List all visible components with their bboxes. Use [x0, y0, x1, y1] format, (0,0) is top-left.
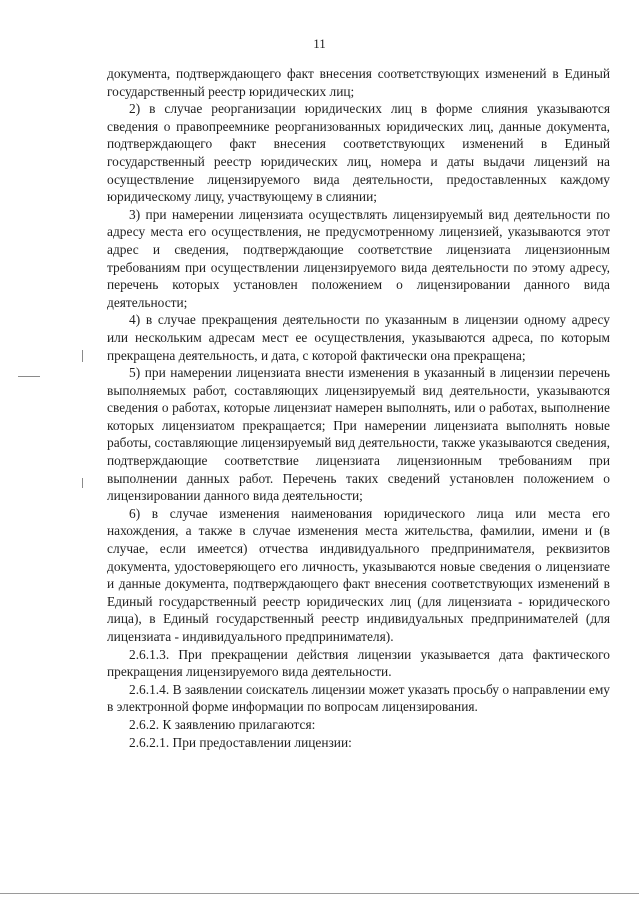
scan-mark: [18, 376, 40, 377]
paragraph-continuation: документа, подтверждающего факт внесения соответствующих изменений в Единый государственный реестр юридических лиц;: [107, 66, 610, 99]
paragraph-item-5: 5) при намерении лицензиата внести изменения в указанный в лицензии перечень выполняемых работ, составляющих лицензируемый вид деятельности, указываются сведения о работах, которые лицензиат намерен выполнять, или о работах, выполнение которых лицензиатом прекращается; При намерении лицензиата выполнять новые работы, составляющие лицензируемый вид деятельности, также указываются сведения, подтверждающие соответствие лицензиата лицензионным требованиям при выполнении данных работ. Перечень таких сведений установлен положением о лицензировании данного вида деятельности;: [107, 365, 610, 504]
page-bottom-edge: [0, 893, 639, 894]
paragraph-2-6-1-4: 2.6.1.4. В заявлении соискатель лицензии может указать просьбу о направлении ему в электронной форме информации по вопросам лицензирования.: [107, 681, 610, 715]
paragraph-item-3: 3) при намерении лицензиата осуществлять лицензируемый вид деятельности по адресу места его осуществления, не предусмотренному лицензией, указываются этот адрес и сведения, подтверждающие соответствие лицензиата лицензионным требованиям при осуществлении лицензируемого вида деятельности по этому адресу, перечень которых установлен положением о лицензировании данного вида деятельности;: [107, 206, 610, 310]
document-body: [107, 65, 610, 751]
page-number: 11: [313, 36, 326, 51]
paragraph-2-6-2: 2.6.2. К заявлению прилагаются:: [129, 716, 316, 732]
scan-mark: [82, 350, 83, 362]
paragraph-2-6-2-1: 2.6.2.1. При предоставлении лицензии:: [129, 734, 352, 750]
paragraph-item-6: 6) в случае изменения наименования юридического лица или места его нахождения, а также в случае изменения места жительства, фамилии, имени и (в случае, если имеется) отчества индивидуального предпринимателя, реквизитов документа, удостоверяющего его личность, указываются новые сведения о лицензиате и данные документа, подтверждающего факт внесения соответствующих изменений в Единый государственный реестр юридических лиц (для лицензиата - юридического лица), в Единый государственный реестр индивидуальных предпринимателей (для лицензиата - индивидуального предпринимателя).: [107, 505, 610, 644]
paragraph-item-2: 2) в случае реорганизации юридических лиц в форме слияния указываются сведения о правопреемнике реорганизованных юридических лиц, данные документа, подтверждающего факт внесения соответствующих изменений в Единый государственный реестр юридических лиц, номера и даты выдачи лицензий на осуществление лицензируемого вида деятельности, предоставленных каждому юридическому лицу, участвующему в слиянии;: [107, 101, 610, 205]
paragraph-2-6-1-3: 2.6.1.3. При прекращении действия лицензии указывается дата фактического прекращения лицензируемого вида деятельности.: [107, 646, 610, 680]
paragraph-item-4: 4) в случае прекращения деятельности по указанным в лицензии одному адресу или нескольким адресам мест ее осуществления, указываются адреса, по которым прекращена деятельность, и дата, с которой фактически она прекращена;: [107, 312, 610, 363]
scan-mark: [82, 478, 83, 488]
